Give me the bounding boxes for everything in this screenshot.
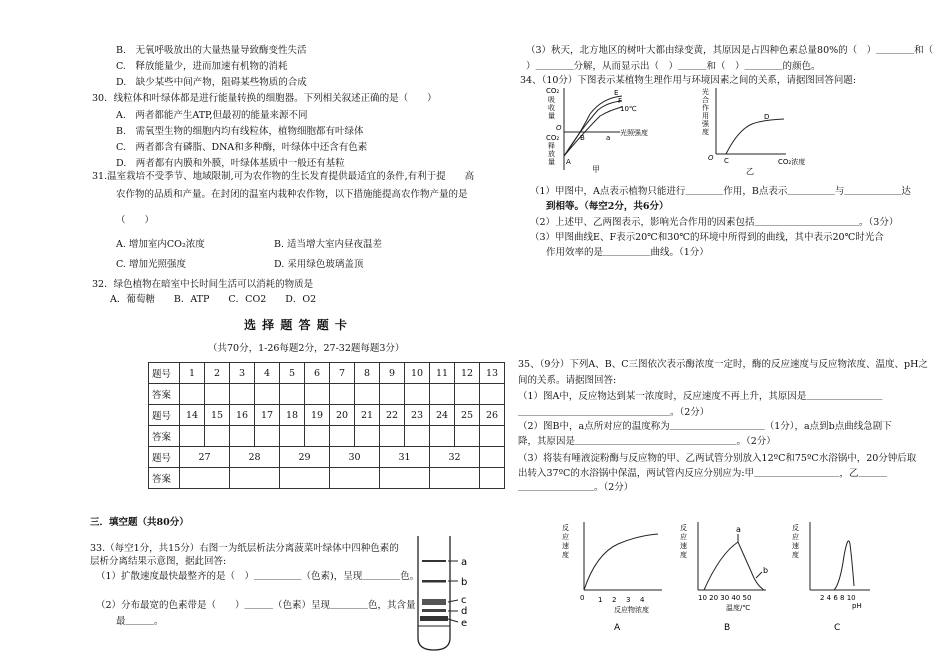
- question-number: 32: [430, 447, 480, 468]
- table-row: [149, 384, 505, 405]
- axis-label: 收: [548, 104, 555, 112]
- question-number: 14: [180, 405, 205, 426]
- question-number: 24: [430, 405, 455, 426]
- answer-cell[interactable]: [230, 426, 255, 447]
- answer-cell[interactable]: [380, 426, 405, 447]
- axis-label: 应: [792, 533, 799, 541]
- table-row: [149, 447, 505, 468]
- q33-part1: （1）扩散速度最快最整齐的是（ ）＿＿＿＿＿（色素)，呈现＿＿＿＿色。: [96, 571, 420, 582]
- empty-cell: [480, 468, 505, 489]
- axis-label: 用: [702, 112, 709, 120]
- point-label: A: [566, 158, 571, 166]
- question-number: 30: [330, 447, 380, 468]
- q35-part1-line2: ＿＿＿＿＿＿＿＿＿＿＿＿＿＿＿＿。（2分）: [518, 407, 710, 418]
- q32-options: A．葡萄糖 B．ATP C．CO2 D．O2: [110, 294, 317, 305]
- tick-label: 4: [640, 596, 645, 604]
- q33-part3-line2: ）＿＿＿＿分解，从而显示出（ ）＿＿＿和（ ）＿＿＿＿的颜色。: [526, 61, 821, 72]
- answer-cell[interactable]: [255, 384, 280, 405]
- answer-cell[interactable]: [180, 384, 205, 405]
- axis-label: 应: [562, 533, 569, 541]
- q30-option-a: A. 两者都能产生ATP,但最初的能量来源不同: [116, 110, 308, 121]
- question-number: 13: [480, 363, 505, 384]
- question-number: 7: [330, 363, 355, 384]
- question-number: 18: [280, 405, 305, 426]
- axis-label: CO₂: [546, 134, 560, 142]
- question-number: 27: [180, 447, 230, 468]
- answer-cell[interactable]: [305, 384, 330, 405]
- row-label: 答案: [149, 384, 180, 405]
- q31-blank: （ ）: [116, 215, 155, 226]
- answer-cell[interactable]: [480, 426, 505, 447]
- q33-part3-line1: （3）秋天，北方地区的树叶大都由绿变黄，其原因是占四种色素总量80%的（ ）＿＿＿＿和（: [526, 45, 934, 56]
- question-number: 1: [180, 363, 205, 384]
- figure-caption: A: [614, 623, 621, 632]
- figure-caption: B: [724, 623, 731, 632]
- answer-cell[interactable]: [330, 384, 355, 405]
- answer-card-title: 选 择 题 答 题 卡: [244, 318, 348, 332]
- tick-label: 2: [612, 596, 617, 604]
- axis-label: 量: [548, 112, 555, 120]
- q32-stem: 32．绿色植物在暗室中长时间生活可以消耗的物质是: [92, 279, 314, 290]
- empty-cell: [480, 447, 505, 468]
- question-number: 23: [405, 405, 430, 426]
- question-number: 11: [430, 363, 455, 384]
- q34-part1-line1: （1）甲图中，A点表示植物只能进行＿＿＿＿作用，B点表示＿＿＿＿＿与＿＿＿＿＿＿达: [530, 186, 911, 197]
- answer-card-subtitle: （共70分，1-26每题2分，27-32题每题3分）: [208, 343, 405, 354]
- q33-stem-line2: 层析分离结果示意图，据此回答:: [90, 556, 227, 567]
- curve-label: E: [614, 89, 619, 97]
- question-number: 25: [455, 405, 480, 426]
- answer-cell[interactable]: [180, 468, 230, 489]
- answer-card-table: [148, 362, 505, 489]
- table-row: [149, 363, 505, 384]
- row-label: 题号: [149, 363, 180, 384]
- q31-stem-line1: 31.温室栽培不受季节、地域限制,可为农作物的生长发育提供最适宜的条件,有利于提 高: [92, 171, 475, 182]
- question-number: 31: [380, 447, 430, 468]
- question-number: 9: [380, 363, 405, 384]
- answer-cell[interactable]: [330, 468, 380, 489]
- question-number: 8: [355, 363, 380, 384]
- axis-label: CO₂浓度: [778, 158, 806, 166]
- axis-label: 强: [702, 120, 709, 128]
- q35-stem-line1: 35、（9分）下列A、B、C三图依次表示酶浓度一定时，酶的反应速度与反应物浓度、温度、pH之: [518, 359, 928, 370]
- origin-label: O: [708, 154, 714, 162]
- answer-cell[interactable]: [455, 384, 480, 405]
- axis-label: 作: [702, 104, 709, 112]
- axis-label: 释: [548, 142, 555, 150]
- answer-cell[interactable]: [255, 426, 280, 447]
- answer-cell[interactable]: [330, 426, 355, 447]
- figure-caption: 乙: [746, 167, 754, 176]
- axis-label: 反: [562, 524, 569, 532]
- answer-cell[interactable]: [280, 426, 305, 447]
- point-label: b: [763, 566, 769, 575]
- band-label: c: [461, 595, 467, 606]
- axis-label: 度: [702, 128, 709, 136]
- q35-stem-line2: 间的关系。请据图回答:: [518, 375, 617, 386]
- axis-label: 应: [680, 533, 687, 541]
- band-label: b: [461, 577, 468, 588]
- question-number: 6: [305, 363, 330, 384]
- q31-option-d: D. 采用绿色玻璃盖顶: [274, 259, 364, 270]
- answer-cell[interactable]: [355, 384, 380, 405]
- axis-label: 速: [792, 542, 799, 550]
- curve-label: 10℃: [620, 105, 637, 113]
- band-label: d: [461, 606, 468, 617]
- answer-cell[interactable]: [380, 384, 405, 405]
- axis-label: 反: [792, 524, 799, 532]
- question-number: 3: [230, 363, 255, 384]
- q29-option-c: C. 释放能量少，进而加速有机物的消耗: [116, 61, 288, 72]
- answer-cell[interactable]: [230, 384, 255, 405]
- figure-caption: C: [834, 623, 841, 632]
- q31-option-b: B. 适当增大室内昼夜温差: [274, 239, 383, 250]
- question-number: 12: [455, 363, 480, 384]
- axis-label: 放: [548, 150, 555, 158]
- chromatography-tube-figure: [412, 534, 476, 652]
- q31-stem-line2: 农作物的品质和产量。在封闭的温室内栽种农作物，以下措施能提高农作物产量的是: [116, 189, 468, 200]
- q29-option-b: B. 无氧呼吸放出的大量热量导致酶变性失活: [116, 45, 307, 56]
- answer-cell[interactable]: [405, 426, 430, 447]
- tick-label: 1: [598, 596, 603, 604]
- q30-option-b: B. 需氧型生物的细胞内均有线粒体，植物细胞都有叶绿体: [116, 126, 364, 137]
- row-label: 题号: [149, 405, 180, 426]
- q33-part2-line2: 最＿＿＿。: [116, 616, 164, 627]
- band-label: e: [461, 618, 468, 629]
- q33-stem-line1: 33.（每空1分，共15分）右图一为纸层析法分离菠菜叶绿体中四种色素的: [90, 543, 399, 554]
- axis-label: 度: [680, 551, 687, 559]
- axis-label: pH: [852, 602, 862, 610]
- q35-part3-line3: ＿＿＿＿＿＿＿＿。（2分）: [518, 482, 634, 493]
- axis-label: 光: [702, 88, 709, 96]
- axis-label: 量: [548, 158, 555, 166]
- answer-cell[interactable]: [430, 426, 455, 447]
- q30-option-c: C. 两者都含有磷脂、DNA和多种酶，叶绿体中还含有色素: [116, 142, 368, 153]
- answer-cell[interactable]: [430, 384, 455, 405]
- axis-label: 温度/℃: [726, 604, 751, 612]
- axis-label: 光照强度: [620, 129, 648, 137]
- question-number: 16: [230, 405, 255, 426]
- q30-option-d: D. 两者都有内膜和外膜，叶绿体基质中一般还有基粒: [116, 158, 345, 169]
- origin-label: O: [556, 124, 562, 132]
- band-label: a: [461, 557, 468, 568]
- table-row: [149, 405, 505, 426]
- curve-label: F: [618, 97, 623, 105]
- axis-label: 反应物浓度: [614, 606, 649, 614]
- section-fill-in-heading: 三．填空题（共80分）: [90, 517, 189, 528]
- tick-labels: 2 4 6 8 10: [820, 594, 856, 602]
- question-number: 26: [480, 405, 505, 426]
- axis-label: 速: [562, 542, 569, 550]
- answer-cell[interactable]: [430, 468, 480, 489]
- table-row: [149, 468, 505, 489]
- question-number: 15: [205, 405, 230, 426]
- q35-part1-line1: （1）图A中，反应物达到某一浓度时，反应速度不再上升，其原因是＿＿＿＿＿＿＿＿: [518, 391, 883, 402]
- figure-jia: [540, 84, 680, 176]
- answer-cell[interactable]: [280, 384, 305, 405]
- q34-part3-line2: 作用效率的是＿＿＿＿＿曲线。（1分）: [546, 247, 709, 258]
- answer-cell[interactable]: [405, 384, 430, 405]
- axis-label: 速: [680, 542, 687, 550]
- q34-stem: 34、（10分）下图表示某植物生理作用与环境因素之间的关系，请据图回答问题:: [520, 75, 857, 86]
- question-number: 17: [255, 405, 280, 426]
- point-label: a: [606, 134, 611, 142]
- answer-cell[interactable]: [180, 426, 205, 447]
- row-label: 答案: [149, 426, 180, 447]
- question-number: 5: [280, 363, 305, 384]
- point-label: D: [764, 113, 770, 121]
- tick-labels: 10 20 30 40 50: [698, 594, 752, 602]
- axis-label: 度: [562, 551, 569, 559]
- axis-label: 吸: [548, 96, 555, 104]
- q31-option-a: A. 增加室内CO₂浓度: [116, 239, 205, 250]
- table-row: [149, 426, 505, 447]
- q34-part2: （2）上述甲、乙两图表示，影响光合作用的因素包括＿＿＿＿＿＿＿＿＿＿＿。（3分）: [530, 217, 899, 228]
- row-label: 题号: [149, 447, 180, 468]
- figure-a: [562, 520, 680, 632]
- q30-stem: 30．线粒体和叶绿体都是进行能量转换的细胞器。下列相关叙述正确的是（ ）: [92, 93, 437, 104]
- q34-part1-line2: 到相等。（每空2分，共6分）: [546, 201, 669, 212]
- answer-cell[interactable]: [380, 468, 430, 489]
- answer-cell[interactable]: [205, 426, 230, 447]
- axis-label: 反: [680, 524, 687, 532]
- question-number: 21: [355, 405, 380, 426]
- figure-b: [680, 520, 788, 632]
- figure-yi: [696, 84, 826, 176]
- question-number: 22: [380, 405, 405, 426]
- answer-cell[interactable]: [455, 426, 480, 447]
- question-number: 2: [205, 363, 230, 384]
- axis-label: 度: [792, 551, 799, 559]
- question-number: 4: [255, 363, 280, 384]
- answer-cell[interactable]: [480, 384, 505, 405]
- point-label: C: [724, 157, 729, 165]
- question-number: 10: [405, 363, 430, 384]
- q35-part3-line2: 出转入37ºC的水浴锅中保温，两试管内反应分别应为:甲＿＿＿＿＿＿＿＿＿，乙＿＿＿: [518, 468, 888, 479]
- figure-caption: 甲: [592, 165, 600, 174]
- q33-part2-line1: （2）分布最宽的色素带是（ ）＿＿＿（色素）呈现＿＿＿＿色，其含量: [96, 600, 416, 611]
- q35-part3-line1: （3）将装有唾液淀粉酶与反应物的甲、乙两试管分别放入12ºC和75ºC水浴锅中，20分钟后取: [518, 453, 917, 464]
- point-label: B: [580, 134, 585, 142]
- q34-part3-line1: （3）甲图曲线E、F表示20℃和30℃的环境中所得到的曲线，其中表示20℃时光合: [530, 232, 884, 243]
- q35-part2-line2: 降，其原因是＿＿＿＿＿＿＿＿＿＿＿＿＿＿＿＿＿。（2分）: [518, 436, 776, 447]
- q29-option-d: D. 缺少某些中间产物，阻碍某些物质的合成: [116, 77, 307, 88]
- q35-part2-line1: （2）图B中，a点所对应的温度称为＿＿＿＿＿＿＿＿＿＿（1分），a点到b点曲线急剧下: [518, 421, 892, 432]
- answer-cell[interactable]: [355, 426, 380, 447]
- answer-cell[interactable]: [230, 468, 280, 489]
- answer-cell[interactable]: [280, 468, 330, 489]
- question-number: 20: [330, 405, 355, 426]
- point-label: a: [736, 525, 741, 534]
- answer-cell[interactable]: [205, 384, 230, 405]
- q31-option-c: C. 增加光照强度: [116, 259, 186, 270]
- question-number: 29: [280, 447, 330, 468]
- question-number: 19: [305, 405, 330, 426]
- answer-cell[interactable]: [305, 426, 330, 447]
- axis-label: 合: [702, 96, 709, 104]
- question-number: 28: [230, 447, 280, 468]
- origin-label: 0: [580, 594, 585, 602]
- axis-label: CO₂: [546, 87, 560, 95]
- figure-c: [790, 520, 890, 632]
- row-label: 答案: [149, 468, 180, 489]
- tick-label: 3: [626, 596, 631, 604]
